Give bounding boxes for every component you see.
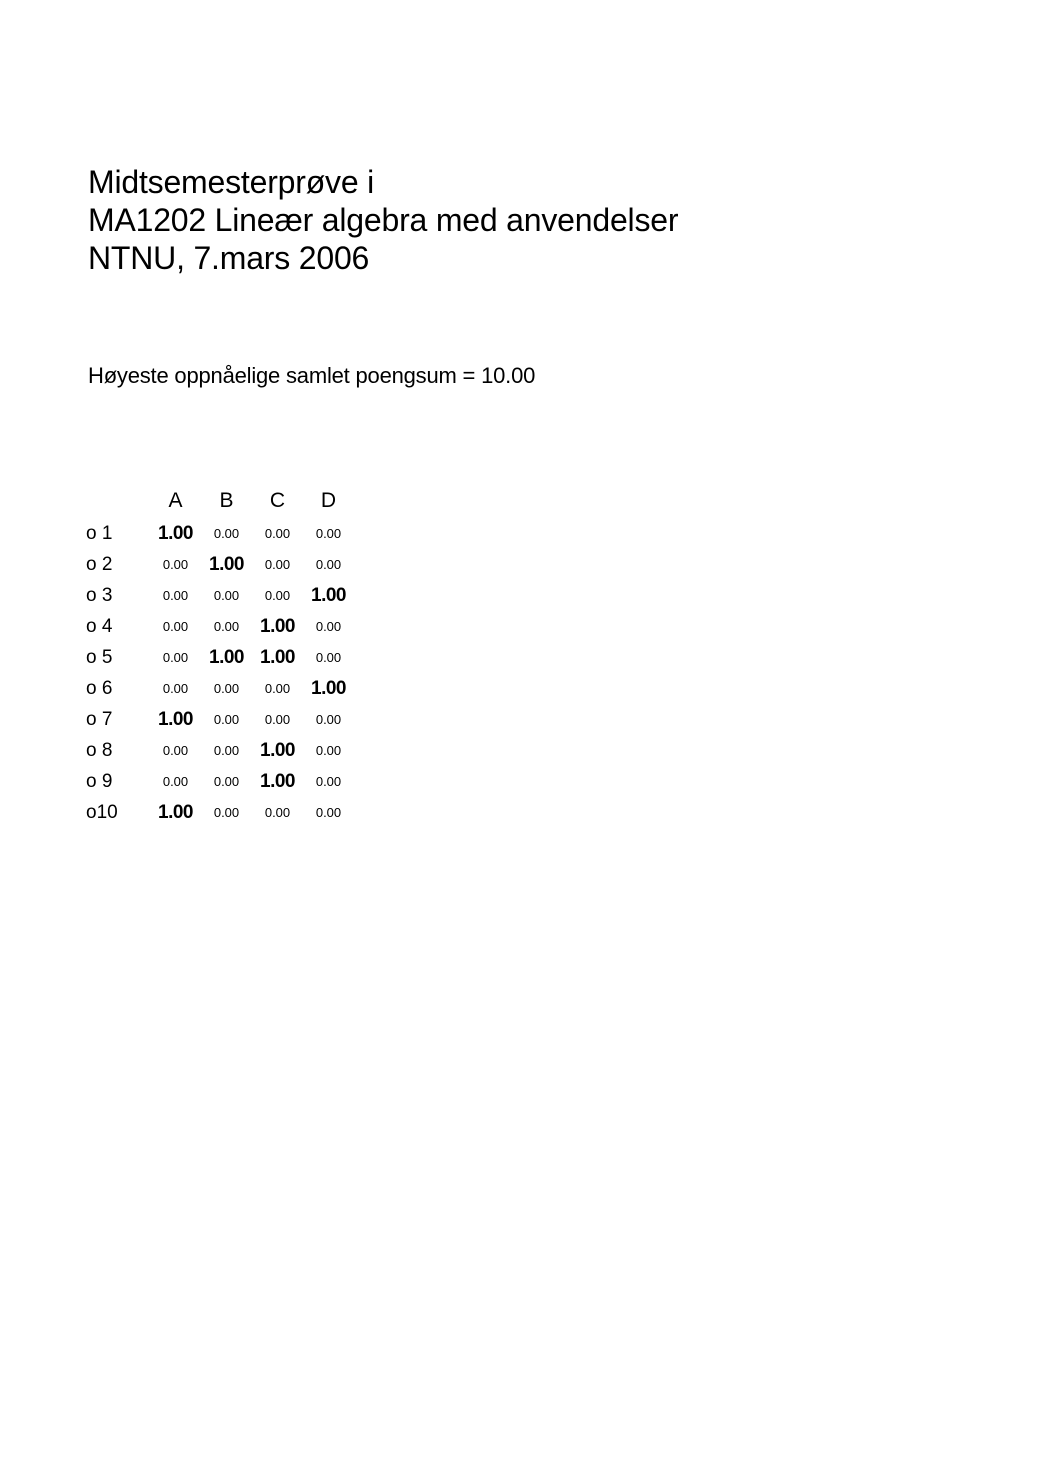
table-header-row (86, 484, 354, 518)
table-row (86, 549, 354, 580)
score-cell: 0.00 (264, 681, 291, 696)
score-cell: 1.00 (209, 553, 244, 575)
score-cell: 0.00 (315, 774, 342, 789)
score-cell: 0.00 (264, 712, 291, 727)
score-cell: 0.00 (213, 743, 240, 758)
document-title (88, 163, 678, 277)
score-cell: 0.00 (213, 588, 240, 603)
table-row (86, 642, 354, 673)
table-row (86, 518, 354, 549)
score-cell: 0.00 (213, 805, 240, 820)
score-cell: 0.00 (162, 650, 189, 665)
score-cell: 0.00 (264, 805, 291, 820)
table-row (86, 704, 354, 735)
score-cell: 0.00 (162, 588, 189, 603)
score-cell: 0.00 (264, 557, 291, 572)
score-cell: 1.00 (311, 677, 346, 699)
score-cell: 1.00 (209, 646, 244, 668)
column-header-d: D (320, 489, 337, 512)
row-label: o 7 (86, 708, 113, 730)
row-label: o 9 (86, 770, 113, 792)
table-row (86, 797, 354, 828)
score-cell: 0.00 (213, 712, 240, 727)
row-label: o 2 (86, 553, 113, 575)
score-cell: 1.00 (158, 801, 193, 823)
score-cell: 0.00 (162, 774, 189, 789)
score-cell: 0.00 (315, 805, 342, 820)
row-label: o 6 (86, 677, 113, 699)
score-cell: 0.00 (162, 557, 189, 572)
score-cell: 1.00 (158, 522, 193, 544)
column-header-c: C (269, 489, 286, 512)
max-score-text: Høyeste oppnåelige samlet poengsum = 10.00 (88, 363, 536, 388)
score-cell: 0.00 (162, 619, 189, 634)
score-cell: 0.00 (213, 681, 240, 696)
title-line-course: MA1202 Lineær algebra med anvendelser (88, 202, 679, 238)
title-line-date: NTNU, 7.mars 2006 (88, 240, 370, 276)
score-cell: 0.00 (213, 526, 240, 541)
score-cell: 0.00 (213, 619, 240, 634)
score-cell: 1.00 (260, 615, 295, 637)
score-cell: 0.00 (213, 774, 240, 789)
row-label: o 8 (86, 739, 113, 761)
score-cell: 0.00 (162, 681, 189, 696)
score-cell: 0.00 (315, 619, 342, 634)
score-cell: 0.00 (315, 526, 342, 541)
score-table (86, 484, 354, 828)
score-cell: 0.00 (315, 650, 342, 665)
column-header-b: B (219, 489, 234, 512)
score-cell: 0.00 (162, 743, 189, 758)
score-cell: 0.00 (264, 526, 291, 541)
row-label: o 1 (86, 522, 113, 544)
score-cell: 0.00 (315, 557, 342, 572)
table-row (86, 673, 354, 704)
row-label: o 4 (86, 615, 113, 637)
score-cell: 1.00 (260, 646, 295, 668)
score-cell: 0.00 (315, 743, 342, 758)
table-row (86, 580, 354, 611)
score-cell: 1.00 (260, 770, 295, 792)
table-row (86, 611, 354, 642)
row-label: o 3 (86, 584, 113, 606)
table-row (86, 766, 354, 797)
corner-cell (86, 484, 150, 518)
table-row (86, 735, 354, 766)
score-cell: 1.00 (158, 708, 193, 730)
score-cell: 1.00 (311, 584, 346, 606)
table-body (86, 518, 354, 828)
row-label: o10 (86, 801, 118, 823)
score-cell: 0.00 (315, 712, 342, 727)
score-cell: 1.00 (260, 739, 295, 761)
column-header-a: A (168, 489, 183, 512)
title-line-exam: Midtsemesterprøve i (88, 164, 375, 200)
row-label: o 5 (86, 646, 113, 668)
score-cell: 0.00 (264, 588, 291, 603)
